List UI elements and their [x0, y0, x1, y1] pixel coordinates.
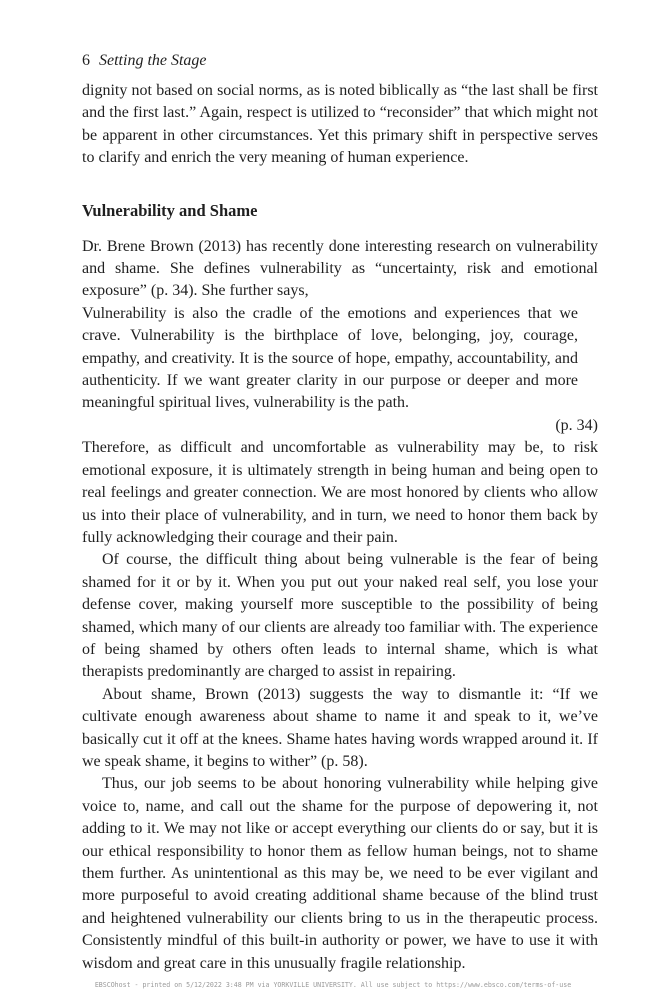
- body-paragraph: Thus, our job seems to be about honoring vulnerability while helping give voice to, name, and call out the shame for the purpose of depowering it, not adding to it. We may not like or accept everything our clients do or say, but it is our ethical responsibility to honor them as fellow human beings, not to shame them further. As unintentional as this may be, we need to be ever vigilant and more purposeful to avoid creating additional shame because of the blind trust and heightened vulnerability our clients bring to us in the therapeutic process. Consistently mindful of this built-in authority or power, we have to use it with wisdom and great care in this unusually fragile relationship.: [82, 775, 598, 972]
- section-heading: Vulnerability and Shame: [82, 200, 258, 220]
- block-quote: Vulnerability is also the cradle of the emotions and experiences that we crave. Vulnerability is the birthplace of love, belonging, joy, courage, empathy, and creativity. It is the source of hope, empathy, accountability, and authenticity. If we want greater clarity in our purpose or deeper and more meaningful spiritual lives, vulnerability is the path.: [82, 304, 578, 412]
- body-paragraph: Therefore, as difficult and uncomfortable as vulnerability may be, to risk emotional exposure, it is ultimately strength in being human and being open to real feelings and greater connection. We are most honored by clients who allow us into their place of vulnerability, and in turn, we need to honor them back by fully acknowledging their courage and their pain.: [82, 439, 598, 546]
- running-head: [82, 51, 207, 71]
- print-stamp-footer: EBSCOhost - printed on 5/12/2022 3:48 PM via YORKVILLE UNIVERSITY. All use subject to https://www.ebsco.com/terms-of-use: [94, 981, 572, 989]
- paragraph-continued: dignity not based on social norms, as is noted biblically as “the last shall be first and the first last.” Again, respect is utilized to “reconsider” that which might not be apparent in other circumstances. Yet this primary shift in perspective serves to clarify and enrich the very meaning of human experience.: [82, 82, 598, 167]
- page-number: 6: [82, 52, 90, 69]
- body-paragraph: About shame, Brown (2013) suggests the way to dismantle it: “If we cultivate enough awareness about shame to name it and speak to it, we’ve basically cut it off at the knees. Shame hates having words wrapped around it. If we speak shame, it begins to wither” (p. 58).: [82, 685, 598, 770]
- section-intro-paragraph: Dr. Brene Brown (2013) has recently done interesting research on vulnerability and shame. She defines vulnerability as “uncertainty, risk and emotional exposure” (p. 34). She further says,: [82, 237, 598, 300]
- quote-citation: (p. 34): [555, 416, 598, 434]
- body-paragraph: Of course, the difficult thing about being vulnerable is the fear of being shamed for it or by it. When you put out your naked real self, you lose your defense cover, making yourself more susceptible to the possibility of being shamed, which many of our clients are already too familiar with. The experience of being shamed by others often leads to internal shame, which is what therapists predominantly are charged to assist in repairing.: [82, 551, 598, 681]
- running-head-title: Setting the Stage: [99, 52, 207, 69]
- body-text: [82, 80, 598, 975]
